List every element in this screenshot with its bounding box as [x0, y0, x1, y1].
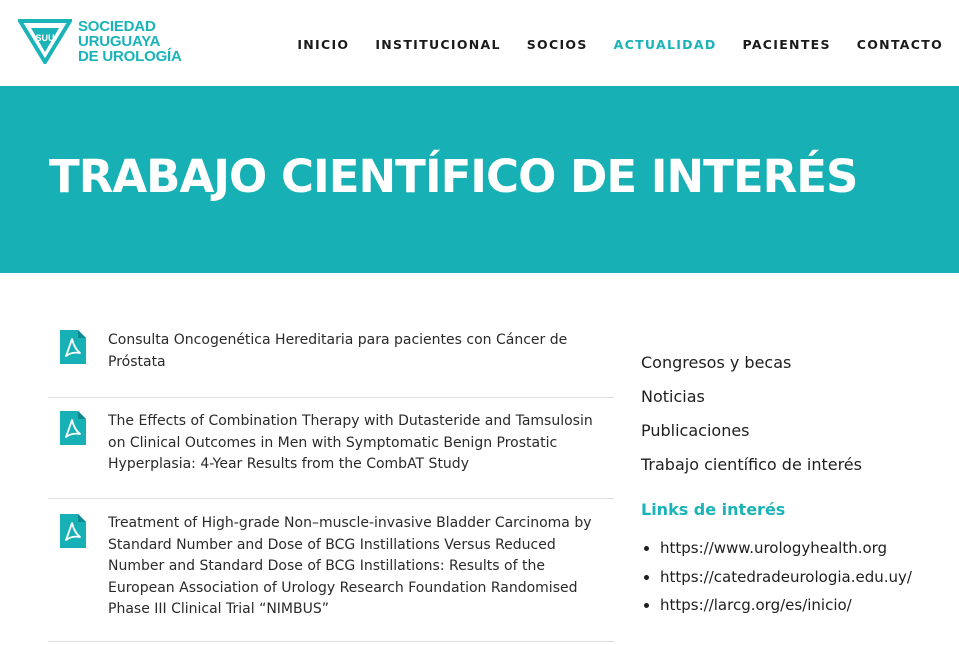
article-title[interactable]: The Effects of Combination Therapy with Dutasteride and Tamsulosin on Clinical Outcomes in Men with Symptomatic Benign Prostatic Hyperplasia: 4-Year Results from the CombAT Study [108, 413, 593, 472]
page-banner [0, 86, 959, 273]
pdf-file-icon[interactable] [60, 514, 86, 548]
links-list [641, 534, 941, 620]
link-urologyhealth[interactable]: https://www.urologyhealth.org [641, 534, 941, 563]
pdf-file-icon[interactable] [60, 330, 86, 364]
article-list [48, 314, 614, 642]
sidebar-item-noticias[interactable]: Noticias [641, 387, 705, 406]
link-catedradeurologia[interactable]: https://catedradeurologia.edu.uy/ [641, 563, 941, 592]
article-item[interactable] [48, 314, 614, 398]
sidebar [641, 346, 941, 620]
site-header [0, 0, 959, 86]
pdf-file-icon[interactable] [60, 411, 86, 445]
article-title[interactable]: Consulta Oncogenética Hereditaria para pacientes con Cáncer de Próstata [108, 332, 568, 370]
logo-initials: SUU [35, 33, 55, 43]
article-item[interactable] [48, 499, 614, 642]
nav-item-contacto[interactable]: CONTACTO [856, 37, 943, 52]
page-title: TRABAJO CIENTÍFICO DE INTERÉS [49, 150, 858, 203]
logo-triangle-icon [18, 18, 72, 64]
site-logo[interactable] [18, 18, 182, 64]
nav-item-pacientes[interactable]: PACIENTES [742, 37, 831, 52]
logo-line-3: DE UROLOGÍA [78, 48, 182, 65]
nav-item-inicio[interactable]: INICIO [297, 37, 350, 52]
logo-line-1: SOCIEDAD [78, 18, 156, 35]
article-title[interactable]: Treatment of High-grade Non–muscle-invasive Bladder Carcinoma by Standard Number and Dose of BCG Instillations Versus Reduced Number and Standard Dose of BCG Instillations: Results of the European Association of Urology Research Foundation Randomised Phase III Clinical Trial “NIMBUS” [108, 515, 592, 617]
nav-item-socios[interactable]: SOCIOS [526, 37, 588, 52]
nav-item-actualidad[interactable]: ACTUALIDAD [613, 37, 717, 52]
logo-line-2: URUGUAYA [78, 33, 161, 50]
logo-wordmark [78, 19, 182, 64]
link-larcg[interactable]: https://larcg.org/es/inicio/ [641, 591, 941, 620]
links-heading: Links de interés [641, 500, 786, 519]
sidebar-item-trabajo-cientifico[interactable]: Trabajo científico de interés [641, 455, 862, 474]
sidebar-item-congresos[interactable]: Congresos y becas [641, 353, 792, 372]
nav-item-institucional[interactable]: INSTITUCIONAL [375, 37, 501, 52]
main-nav [297, 37, 943, 52]
article-item[interactable] [48, 398, 614, 499]
sidebar-item-publicaciones[interactable]: Publicaciones [641, 421, 750, 440]
